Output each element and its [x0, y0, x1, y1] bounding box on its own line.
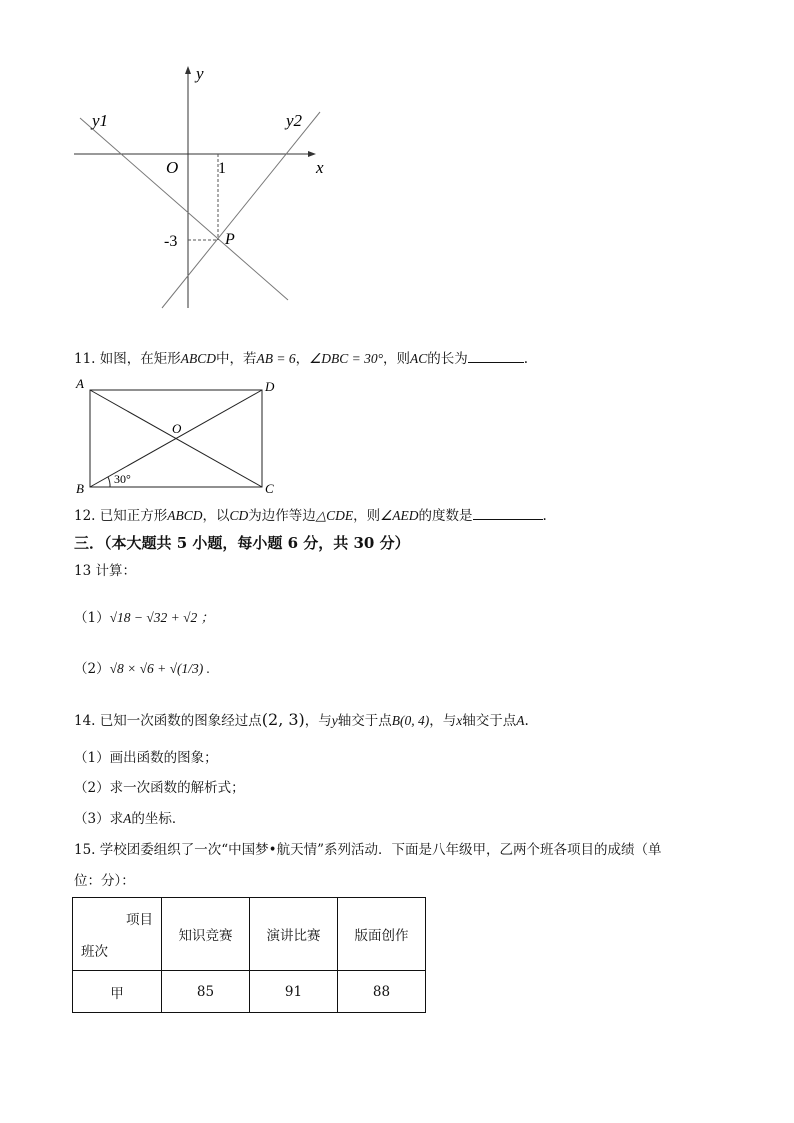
corner-bottom-label: 班次: [81, 944, 108, 960]
q14-text2: ，与: [304, 713, 332, 729]
q13-part2-label: （2）: [74, 661, 110, 677]
angle-label: 30°: [114, 472, 131, 486]
y-tick-label: -3: [164, 233, 178, 250]
q12-text2: ，以: [202, 508, 230, 524]
q14-end: .: [524, 713, 529, 729]
q14-point-a: A: [516, 713, 525, 728]
q12-text4: ，则: [353, 508, 381, 524]
q12-side: CD: [229, 508, 249, 523]
vertex-a-label: A: [76, 376, 84, 391]
q13-part1-expression: √18 − √32 + √2 ；: [109, 610, 215, 625]
section-3-title: 三．（本大题共 5 小题，每小题 6 分，共 30 分）: [74, 534, 410, 552]
point-p-label: P: [225, 231, 235, 248]
q11-sep: ，: [295, 351, 310, 367]
q13-part1: [74, 609, 214, 627]
table-row: [73, 971, 426, 1013]
q12-text3: 为边作等边: [248, 508, 316, 524]
score-table: [72, 897, 426, 1013]
q15-line1: 15. 学校团委组织了一次“中国梦•航天情”系列活动．下面是八年级甲，乙两个班各项目的成绩（单: [74, 842, 662, 858]
q11-text-before: 11. 如图，在矩形: [74, 351, 181, 367]
q13-part2-expression: √8 × √6 + √(1/3) .: [109, 661, 211, 676]
q14-sub1: （1）画出函数的图象；: [74, 750, 218, 766]
y-axis-label: y: [196, 64, 204, 83]
q11-end: .: [523, 351, 529, 367]
q14-text5: 轴交于点: [462, 713, 517, 729]
row-value-layout: 88: [338, 971, 426, 1013]
line-y1: [80, 118, 288, 300]
y-axis-arrow: [185, 66, 191, 74]
line-y1-label: y1: [92, 111, 109, 130]
row-class-label: 甲: [73, 971, 162, 1013]
q12-triangle: △CDE: [315, 508, 354, 523]
x-axis-arrow: [308, 151, 316, 157]
vertex-c-label: C: [265, 481, 274, 496]
q14-text4: ，与: [429, 713, 457, 729]
q12-square: ABCD: [167, 508, 203, 523]
q13-part2: [74, 660, 210, 678]
question-11: [74, 348, 528, 368]
q12-text5: 的度数是: [418, 508, 473, 524]
q11-text-mid2: ，则: [383, 351, 410, 367]
question-14: [74, 711, 529, 730]
q12-answer-blank[interactable]: [473, 505, 543, 520]
q12-text1: 12. 已知正方形: [74, 508, 168, 524]
header-layout: 版面创作: [338, 898, 426, 971]
q11-text-after: 的长为: [427, 351, 468, 367]
table-header-row: [73, 898, 426, 971]
line-y2-label: y2: [286, 111, 303, 130]
q14-sub3-post: 的坐标．: [131, 811, 186, 827]
x-tick-label: 1: [218, 160, 226, 177]
center-o-label: O: [172, 421, 182, 436]
vertex-d-label: D: [265, 379, 275, 394]
q14-sub3-point: A: [123, 811, 132, 826]
q11-cond1: AB = 6: [256, 351, 296, 366]
x-axis-label: x: [316, 158, 324, 177]
q14-y-axis: y: [331, 713, 338, 728]
header-knowledge: 知识竞赛: [162, 898, 250, 971]
question-12: [74, 505, 547, 525]
row-value-speech: 91: [250, 971, 338, 1013]
q14-text3: 轴交于点: [337, 713, 392, 729]
q11-target: AC: [410, 351, 428, 366]
q13-title: 13 计算：: [74, 563, 136, 579]
q14-sub3: [74, 810, 185, 828]
q14-x-axis: x: [456, 713, 463, 728]
q13-part1-label: （1）: [74, 610, 110, 626]
angle-arc: [108, 477, 110, 487]
rectangle-figure: [70, 375, 290, 500]
corner-top-label: 项目: [126, 912, 153, 928]
origin-label: O: [166, 158, 179, 177]
q11-text-mid1: 中，若: [216, 351, 257, 367]
q12-angle: ∠AED: [380, 508, 419, 523]
q12-end: .: [542, 508, 547, 524]
header-speech: 演讲比赛: [250, 898, 338, 971]
q11-cond2: ∠DBC = 30°: [309, 351, 383, 366]
coordinate-graph-figure: [60, 60, 350, 310]
vertex-b-label: B: [76, 481, 84, 496]
row-value-knowledge: 85: [162, 971, 250, 1013]
q11-answer-blank[interactable]: [468, 348, 524, 363]
q11-rect-name: ABCD: [180, 351, 217, 366]
q14-point-b: B(0, 4): [391, 713, 430, 728]
q14-text1: 14. 已知一次函数的图象经过点: [74, 713, 262, 729]
q14-point: (2, 3): [261, 710, 305, 729]
q14-sub2: （2）求一次函数的解析式；: [74, 780, 245, 796]
q15-line2: 位：分）：: [74, 873, 135, 889]
q14-sub3-pre: （3）求: [74, 811, 124, 827]
table-corner-cell: [73, 898, 162, 971]
